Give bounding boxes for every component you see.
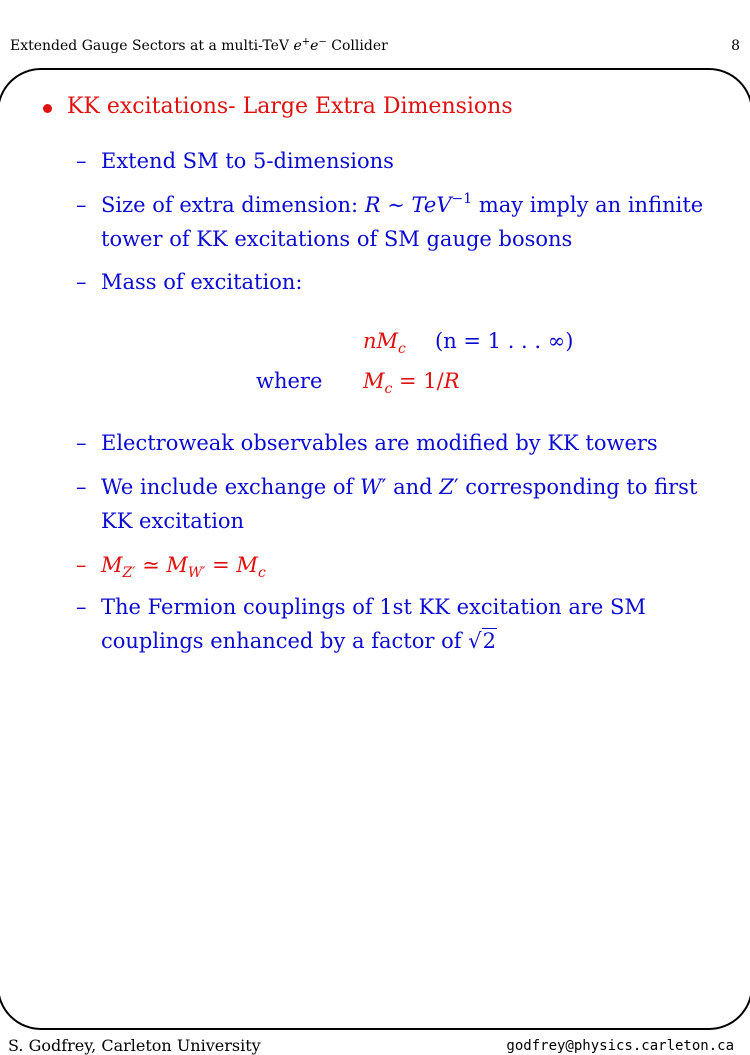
- math-sub-w: W′: [187, 565, 206, 581]
- dash-marker: –: [76, 431, 87, 455]
- list-item-exchange: [101, 470, 726, 538]
- header-title: [10, 38, 388, 54]
- page-header: [10, 36, 740, 60]
- item-text: tower of KK excitations of SM gauge bosons: [101, 227, 573, 251]
- equation-nmc: [363, 326, 406, 356]
- equation-range: (n = 1 . . . ∞): [435, 329, 574, 353]
- math-sub-c: c: [257, 565, 266, 581]
- math-M: M: [363, 369, 385, 393]
- math-tev: TeV: [411, 193, 452, 217]
- math-sub-c: c: [398, 341, 406, 357]
- header-minus-sup: −: [318, 36, 327, 48]
- header-e-symbol: e: [293, 38, 302, 54]
- footer-email: godfrey@physics.carleton.ca: [506, 1038, 734, 1054]
- sqrt-expression: [468, 624, 497, 658]
- list-item-fermion-couplings: [101, 590, 726, 658]
- math-sub-c: c: [384, 381, 393, 397]
- math-R: R: [364, 193, 381, 217]
- math-exponent: −1: [451, 191, 473, 207]
- math-M: M: [166, 553, 188, 577]
- bullet-heading: KK excitations- Large Extra Dimensions: [67, 94, 513, 119]
- math-M: M: [236, 553, 258, 577]
- header-title-text: Extended Gauge Sectors at a multi-TeV: [10, 38, 294, 54]
- math-simeq: ≃: [135, 553, 167, 577]
- item-text: and: [386, 475, 440, 499]
- header-e-symbol-2: e: [310, 38, 319, 54]
- math-prime: ′: [381, 475, 387, 499]
- math-W: W: [360, 475, 382, 499]
- item-text: KK excitation: [101, 509, 245, 533]
- dash-marker: –: [76, 595, 87, 619]
- bullet-dot-icon: [43, 104, 52, 113]
- math-Z: Z: [439, 475, 454, 499]
- item-text: may imply an infinite: [472, 193, 704, 217]
- dash-marker: –: [76, 475, 87, 499]
- equation-mc-def: [363, 366, 460, 396]
- sqrt-icon: √: [468, 629, 482, 653]
- math-eq: = 1/: [392, 369, 444, 393]
- header-title-suffix: Collider: [326, 38, 388, 54]
- dash-marker: –: [76, 193, 87, 217]
- list-item-size-extra-dimension: [101, 188, 726, 256]
- list-item-mass-of-excitation: Mass of excitation:: [101, 270, 303, 294]
- math-M: M: [376, 329, 399, 353]
- sqrt-radicand: 2: [482, 629, 496, 653]
- item-text: The Fermion couplings of 1st KK excitation are SM: [101, 595, 646, 619]
- math-prime: ′: [453, 475, 459, 499]
- math-M: M: [101, 553, 123, 577]
- page-number: 8: [731, 38, 740, 54]
- math-n: n: [363, 329, 377, 353]
- dash-marker: –: [76, 149, 87, 173]
- header-plus-sup: +: [301, 36, 311, 48]
- item-text: We include exchange of: [101, 475, 361, 499]
- math-sim: ∼: [380, 193, 412, 217]
- footer-author: S. Godfrey, Carleton University: [8, 1036, 261, 1055]
- list-item-electroweak: Electroweak observables are modified by KK towers: [101, 431, 658, 455]
- item-text: Size of extra dimension:: [101, 193, 365, 217]
- math-R: R: [443, 369, 460, 393]
- item-text: couplings enhanced by a factor of: [101, 629, 469, 653]
- list-item-extend-sm: Extend SM to 5-dimensions: [101, 149, 394, 173]
- list-item-mass-relation: [101, 548, 726, 582]
- equation-where: where: [256, 369, 323, 393]
- math-sub-z: Z′: [122, 565, 136, 581]
- dash-marker: –: [76, 270, 87, 294]
- math-eq: =: [205, 553, 237, 577]
- dash-marker: –: [76, 553, 87, 577]
- item-text: corresponding to first: [458, 475, 698, 499]
